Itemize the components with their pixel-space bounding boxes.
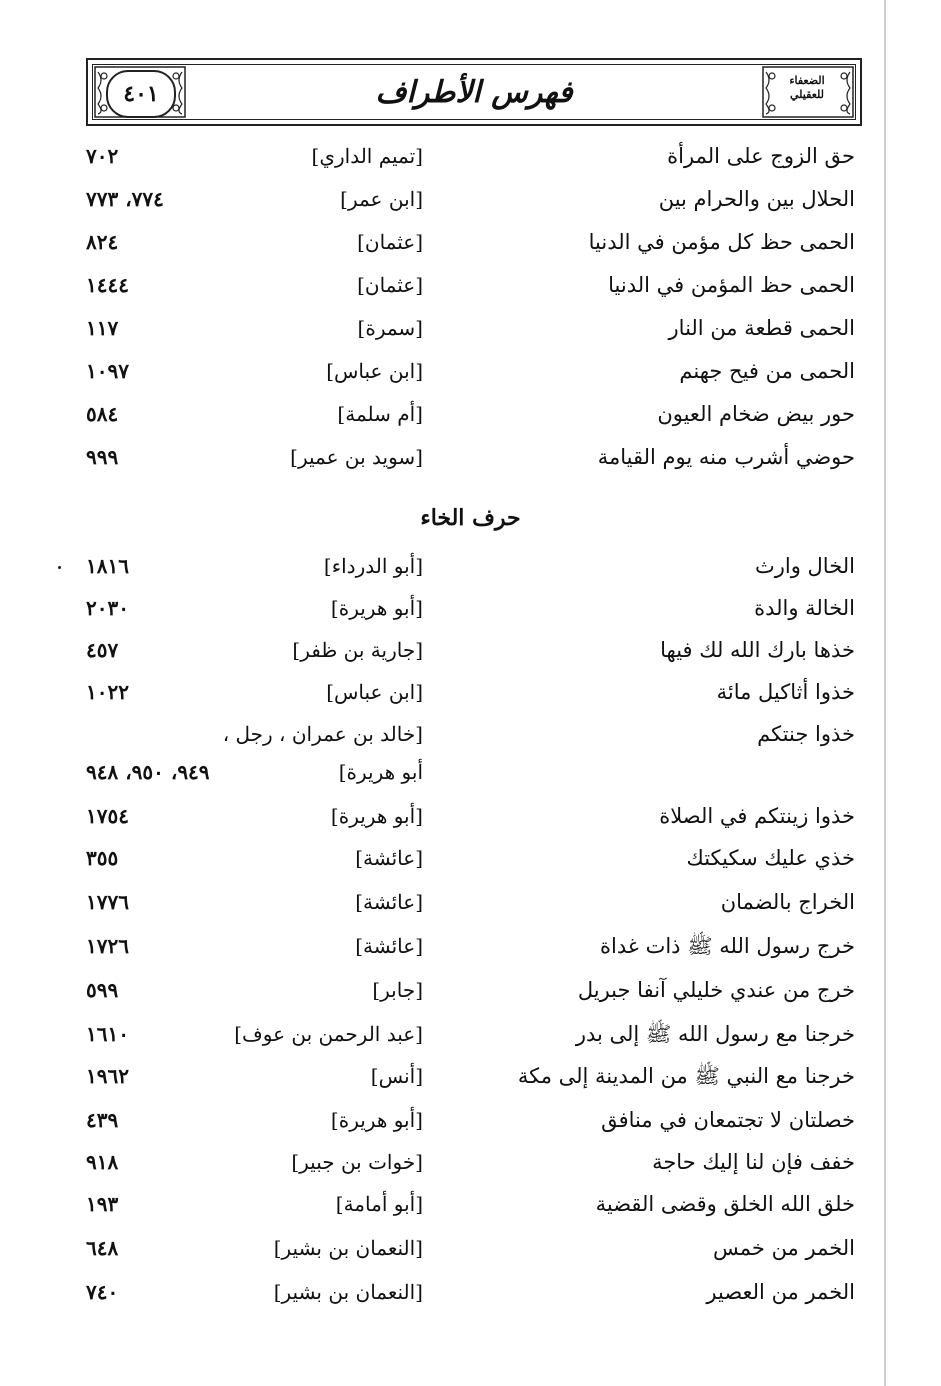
hadith-number: ١٩٦٢ <box>86 1064 129 1088</box>
narrator-name: [سويد بن عمير] <box>290 445 423 469</box>
index-row-continuation <box>0 752 941 792</box>
hadith-number: ٩١٨ <box>86 1150 119 1174</box>
index-row <box>0 265 941 305</box>
hadith-text: الحمى حظ المؤمن في الدنيا <box>608 273 855 297</box>
hadith-text: خصلتان لا تجتمعان في منافق <box>601 1108 855 1132</box>
narrator-name: [تميم الداري] <box>311 144 423 168</box>
index-row <box>0 546 941 586</box>
hadith-number: ١٤٤٤ <box>86 273 129 297</box>
narrator-name: [النعمان بن بشير] <box>273 1236 423 1260</box>
narrator-name: [خالد بن عمران ، رجل ، <box>222 722 423 746</box>
narrator-name: [عائشة] <box>355 890 423 914</box>
narrator-name: [أبو هريرة] <box>330 596 423 620</box>
narrator-name: أبو هريرة] <box>338 760 423 784</box>
index-row <box>0 630 941 670</box>
hadith-number: ٤٣٩ <box>86 1108 119 1132</box>
hadith-text: خذوا أثاكيل مائة <box>716 680 855 704</box>
hadith-text: خلق الله الخلق وقضى القضية <box>595 1192 855 1216</box>
hadith-number: ٨٢٤ <box>86 230 119 254</box>
index-row <box>0 222 941 262</box>
hadith-number: ١٧٥٤ <box>86 804 129 828</box>
hadith-number: ٤٥٧ <box>86 638 119 662</box>
hadith-text: خرجنا مع النبي ﷺ من المدينة إلى مكة <box>517 1064 855 1088</box>
index-row <box>0 179 941 219</box>
index-row <box>0 1014 941 1054</box>
hadith-number: ٣٥٥ <box>86 846 119 870</box>
hadith-text: حوضي أشرب منه يوم القيامة <box>597 445 855 469</box>
hadith-number: ٧٧٤، ٧٧٣ <box>86 187 164 211</box>
narrator-name: [أبو هريرة] <box>330 804 423 828</box>
narrator-name: [ابن عمر] <box>340 187 423 211</box>
hadith-number: ٧٤٠ <box>86 1280 119 1304</box>
index-row <box>0 796 941 836</box>
narrator-name: [عائشة] <box>355 846 423 870</box>
hadith-text: الحمى من فيح جهنم <box>679 359 855 383</box>
narrator-name: [عائشة] <box>355 934 423 958</box>
narrator-name: [جابر] <box>372 978 423 1002</box>
index-row <box>0 1142 941 1182</box>
hadith-text: الخالة والدة <box>754 596 855 620</box>
narrator-name: [أبو هريرة] <box>330 1108 423 1132</box>
hadith-text: الخال وارث <box>754 554 855 578</box>
hadith-text: حور بيض ضخام العيون <box>657 402 855 426</box>
index-row <box>0 970 941 1010</box>
narrator-name: [جارية بن ظفر] <box>292 638 423 662</box>
index-row <box>0 1056 941 1096</box>
narrator-name: [أنس] <box>370 1064 423 1088</box>
hadith-text: خرج رسول الله ﷺ ذات غداة <box>600 934 855 958</box>
hadith-number: ٥٨٤ <box>86 402 119 426</box>
hadith-text: خرجنا مع رسول الله ﷺ إلى بدر <box>575 1022 855 1046</box>
index-row <box>0 1100 941 1140</box>
hadith-text: خرج من عندي خليلي آنفا جبريل <box>577 978 855 1002</box>
hadith-number: ١٠٢٢ <box>86 680 129 704</box>
narrator-name: [عبد الرحمن بن عوف] <box>234 1022 423 1046</box>
hadith-text: خفف فإن لنا إليك حاجة <box>652 1150 855 1174</box>
hadith-text: الخراج بالضمان <box>720 890 855 914</box>
hadith-text: خذوا جنتكم <box>757 722 855 746</box>
narrator-name: [ابن عباس] <box>326 359 423 383</box>
narrator-name: [أبو أمامة] <box>335 1192 423 1216</box>
index-row <box>0 351 941 391</box>
index-row <box>0 882 941 922</box>
hadith-text: الخمر من خمس <box>713 1236 855 1260</box>
index-row <box>0 1272 941 1312</box>
hadith-number: ٦٤٨ <box>86 1236 119 1260</box>
index-row <box>0 1184 941 1224</box>
hadith-number: ١١٧ <box>86 316 119 340</box>
hadith-number: ٢٠٣٠ <box>86 596 129 620</box>
header-book-label: الضعفاء للعقيلي <box>789 74 825 101</box>
page-header-banner <box>86 58 862 126</box>
narrator-name: [خوات بن جبير] <box>291 1150 423 1174</box>
hadith-number: ٧٠٢ <box>86 144 119 168</box>
index-row <box>0 1228 941 1268</box>
index-row <box>0 926 941 966</box>
index-row <box>0 308 941 348</box>
index-row <box>0 588 941 628</box>
hadith-text: الحمى قطعة من النار <box>668 316 855 340</box>
index-row <box>0 437 941 477</box>
narrator-name: [عثمان] <box>357 230 423 254</box>
index-row <box>0 136 941 176</box>
hadith-text: خذي عليك سكيكتك <box>686 846 855 870</box>
hadith-text: الحلال بين والحرام بين <box>658 187 855 211</box>
narrator-name: [أم سلمة] <box>337 402 423 426</box>
narrator-name: [النعمان بن بشير] <box>273 1280 423 1304</box>
index-row <box>0 672 941 712</box>
index-row <box>0 838 941 878</box>
narrator-name: [ابن عباس] <box>326 680 423 704</box>
narrator-name: [أبو الدرداء] <box>323 554 423 578</box>
hadith-number: ١٧٢٦ <box>86 934 129 958</box>
hadith-text: الخمر من العصير <box>706 1280 855 1304</box>
hadith-number: ١٧٧٦ <box>86 890 129 914</box>
hadith-number: ١٩٣ <box>86 1192 119 1216</box>
hadith-number: ٥٩٩ <box>86 978 119 1002</box>
hadith-text: حق الزوج على المرأة <box>667 144 855 168</box>
hadith-text: خذوا زينتكم في الصلاة <box>659 804 855 828</box>
hadith-text: خذها بارك الله لك فيها <box>660 638 855 662</box>
narrator-name: [عثمان] <box>357 273 423 297</box>
hadith-number: ١٠٩٧ <box>86 359 129 383</box>
narrator-name: [سمرة] <box>357 316 423 340</box>
hadith-text: الحمى حظ كل مؤمن في الدنيا <box>588 230 855 254</box>
hadith-number: ١٨١٦ <box>86 554 129 578</box>
index-row <box>0 394 941 434</box>
header-title: فهرس الأطراف <box>375 74 573 110</box>
hadith-number: ٩٤٩، ٩٥٠، ٩٤٨ <box>86 760 210 784</box>
index-row <box>0 714 941 754</box>
hadith-number: ٩٩٩ <box>86 445 119 469</box>
hadith-number: ١٦١٠ <box>86 1022 129 1046</box>
page-number-badge: ٤٠١ <box>106 70 176 118</box>
section-heading: حرف الخاء <box>420 505 521 531</box>
